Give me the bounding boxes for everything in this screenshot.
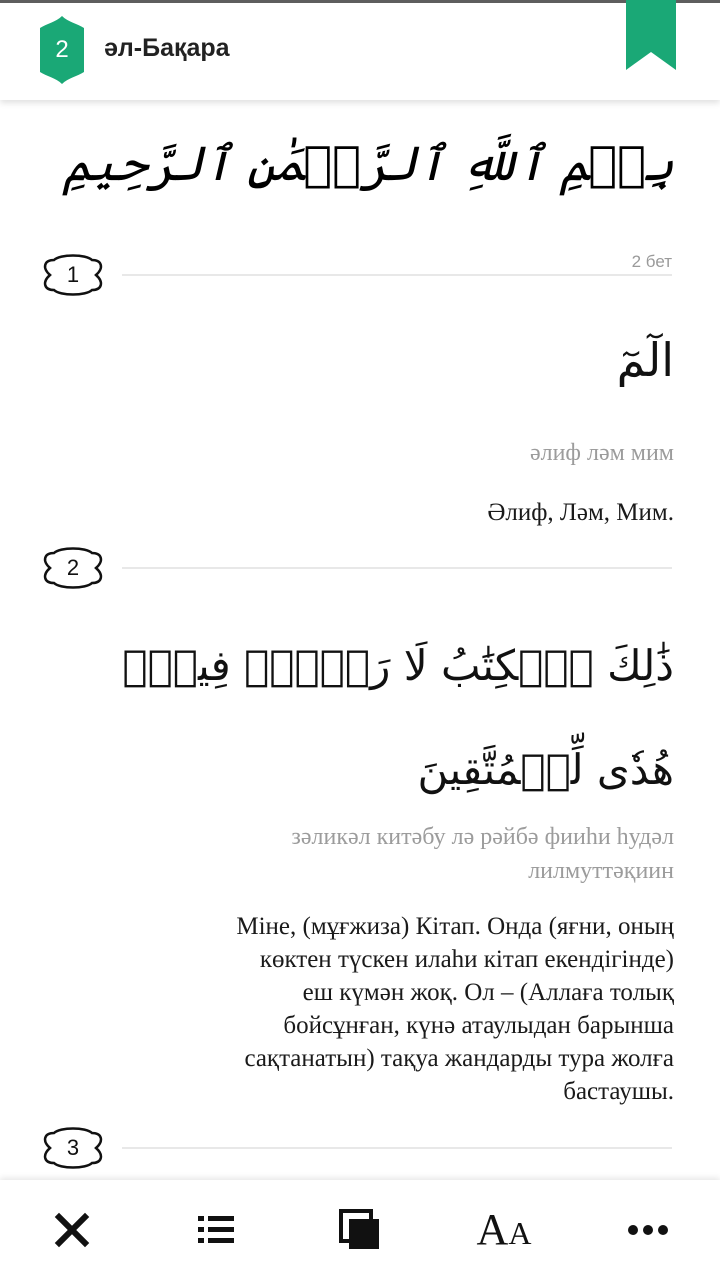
surah-number-badge[interactable]: [38, 16, 86, 84]
ayah-number: 3: [66, 1135, 80, 1160]
copy-button[interactable]: [330, 1200, 390, 1260]
transliteration-line: лилмуттәқиин: [528, 858, 674, 884]
copy-icon: [330, 1200, 390, 1260]
contents-button[interactable]: [186, 1200, 246, 1260]
translation-line: бастаушы.: [563, 1078, 674, 1105]
more-button[interactable]: [618, 1200, 678, 1260]
top-bar: [0, 0, 720, 100]
list-icon: [186, 1200, 246, 1260]
reader-content[interactable]: [0, 100, 720, 1180]
page-label: 2 бет: [631, 252, 672, 271]
translation-line: сақтанатын) тақуа жандарды тура жолға: [244, 1045, 674, 1072]
arabic-line: الٓمٓ: [616, 333, 674, 387]
font-size-small-letter: A: [508, 1215, 532, 1251]
ayah-translation: [154, 910, 674, 1108]
translation-line: көктен түскен илаһи кітап екендігінде): [259, 946, 674, 973]
close-button[interactable]: [42, 1200, 102, 1260]
ayah-divider: [122, 274, 672, 276]
font-size-button[interactable]: [474, 1200, 534, 1260]
close-icon: [42, 1200, 102, 1260]
bookmark-icon[interactable]: [626, 0, 676, 70]
transliteration-line: әлиф ләм мим: [529, 440, 674, 466]
surah-number: 2: [55, 36, 69, 63]
ayah-divider: [122, 567, 672, 569]
ayah-transliteration: [74, 436, 674, 470]
translation-line: еш күмән жоқ. Ол – (Аллаға толық: [302, 979, 674, 1006]
ayah-marker-3[interactable]: [40, 1125, 106, 1171]
more-icon: [618, 1200, 678, 1260]
ayah-arabic: [74, 328, 674, 392]
ayah-divider: [122, 1147, 672, 1149]
ayah-marker-2[interactable]: [40, 545, 106, 591]
ayah-arabic: [74, 614, 674, 822]
bismillah: بِسۡمِ ٱللَّهِ ٱلرَّحۡمَٰنِ ٱلرَّحِيمِ: [63, 136, 674, 192]
arabic-line: هُدٗى لِّلۡمُتَّقِينَ: [417, 745, 674, 794]
ayah-marker-1[interactable]: [40, 252, 106, 298]
surah-title: әл-Бақара: [104, 34, 230, 62]
arabic-line: ذَٰلِكَ ٱلۡكِتَٰبُ لَا رَيۡبَۛ فِيهِۛ: [122, 641, 674, 690]
top-edge-line: [0, 0, 720, 3]
ayah-translation: [154, 496, 674, 529]
font-size-icon: [474, 1200, 534, 1260]
bottom-toolbar: [0, 1180, 720, 1280]
translation-line: бойсұнған, күнә атаулыдан барынша: [283, 1012, 674, 1039]
translation-line: Міне, (мұғжиза) Кітап. Онда (яғни, оның: [236, 913, 674, 940]
ayah-transliteration: [74, 820, 674, 888]
ayah-number: 2: [66, 555, 80, 580]
font-size-big-letter: A: [476, 1205, 509, 1254]
ayah-number: 1: [66, 262, 80, 287]
transliteration-line: зәликәл китәбу лә рәйбә фииһи һудәл: [291, 824, 674, 850]
translation-line: Әлиф, Ләм, Мим.: [487, 499, 674, 526]
